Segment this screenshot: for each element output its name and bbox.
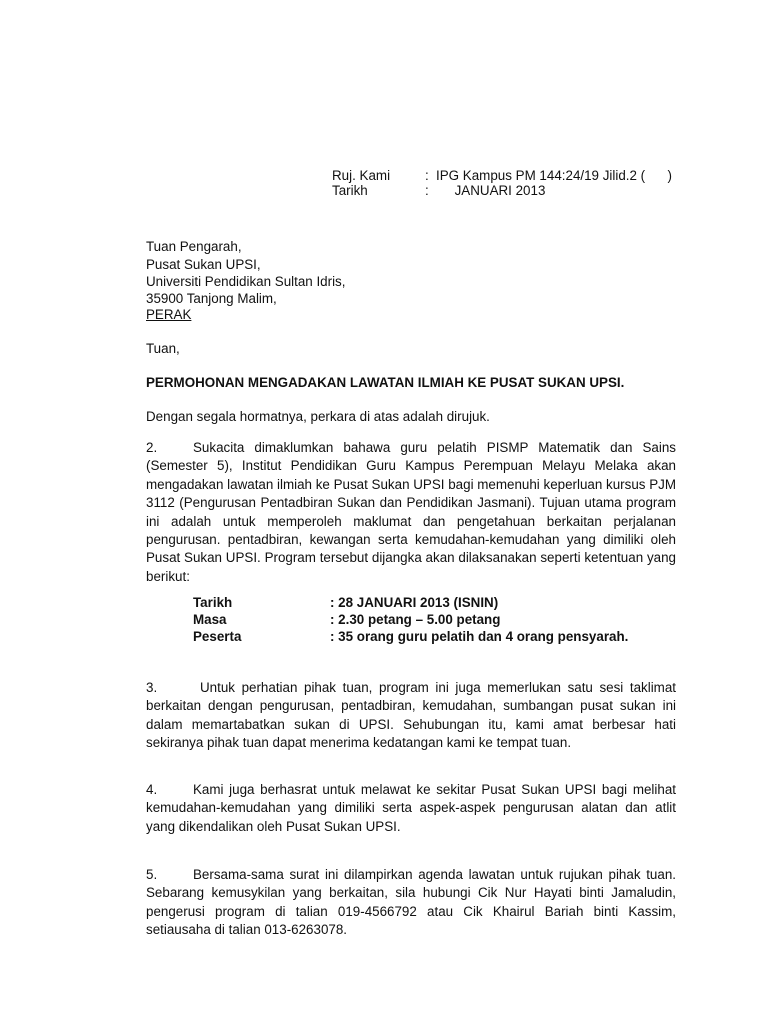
- details-label-date: Tarikh: [193, 595, 233, 610]
- salutation: Tuan,: [146, 341, 180, 356]
- details-label-participants: Peserta: [193, 629, 242, 644]
- recipient-line: Pusat Sukan UPSI,: [146, 257, 261, 272]
- reference-colon: :: [425, 168, 429, 183]
- paragraph-number: 2.: [146, 440, 158, 455]
- subject-heading: PERMOHONAN MENGADAKAN LAWATAN ILMIAH KE PUSAT SUKAN UPSI.: [146, 375, 625, 390]
- paragraph-number: 4.: [146, 782, 158, 797]
- paragraph-5: [146, 866, 676, 940]
- date-value: JANUARI 2013: [436, 183, 546, 198]
- recipient-line: Universiti Pendidikan Sultan Idris,: [146, 274, 346, 289]
- details-value-time: : 2.30 petang – 5.00 petang: [330, 612, 501, 627]
- paragraph-text: Untuk perhatian pihak tuan, program ini juga memerlukan satu sesi taklimat berkaitan dengan pengurusan, pentadbiran, kemudahan, sumbangan pusat sukan ini dalam memartabatkan sukan di UPSI. Sehubungan itu, kami amat berbesar hati sekiranya pihak tuan dapat menerima kedatangan kami ke tempat tuan.: [146, 680, 676, 751]
- paragraph-text: Bersama-sama surat ini dilampirkan agenda lawatan untuk rujukan pihak tuan. Sebarang kemusykilan yang berkaitan, sila hubungi Cik Nur Hayati binti Jamaludin, pengerusi program di talian 019-4566792 atau Cik Khairul Bariah binti Kassim, setiausaha di talian 013-6263078.: [146, 867, 676, 938]
- details-label-time: Masa: [193, 612, 227, 627]
- paragraph-text: Kami juga berhasrat untuk melawat ke sekitar Pusat Sukan UPSI bagi melihat kemudahan-kemudahan yang dimiliki serta aspek-aspek pengurusan alatan dan atlit yang dikendalikan oleh Pusat Sukan UPSI.: [146, 782, 676, 834]
- date-colon: :: [425, 183, 429, 198]
- paragraph-text: Sukacita dimaklumkan bahawa guru pelatih PISMP Matematik dan Sains (Semester 5), Institut Pendidikan Guru Kampus Perempuan Melayu Melaka akan mengadakan lawatan ilmiah ke Pusat Sukan UPSI bagi memenuhi keperluan kursus PJM 3112 (Pengurusan Pentadbiran Sukan dan Pendidikan Jasmani). Tujuan utama program ini adalah untuk memperoleh maklumat dan pengetahuan berkaitan perjalanan pengurusan. pentadbiran, kewangan serta kemudahan-kemudahan yang dimiliki oleh Pusat Sukan UPSI. Program tersebut dijangka akan dilaksanakan seperti ketentuan yang berikut:: [146, 440, 676, 584]
- paragraph-number: 5.: [146, 867, 158, 882]
- paragraph-4: [146, 781, 676, 836]
- paragraph-number: 3.: [146, 680, 158, 695]
- paragraph-2: [146, 439, 676, 586]
- opening-line: Dengan segala hormatnya, perkara di atas adalah dirujuk.: [146, 409, 490, 424]
- recipient-line: Tuan Pengarah,: [146, 239, 242, 254]
- details-value-participants: : 35 orang guru pelatih dan 4 orang pensyarah.: [330, 629, 629, 644]
- date-label: Tarikh: [332, 183, 368, 198]
- details-value-date: : 28 JANUARI 2013 (ISNIN): [330, 595, 499, 610]
- reference-label: Ruj. Kami: [332, 168, 391, 183]
- reference-value: IPG Kampus PM 144:24/19 Jilid.2 ( ): [436, 168, 672, 183]
- paragraph-3: [146, 679, 676, 753]
- recipient-state: PERAK: [146, 307, 192, 322]
- recipient-line: 35900 Tanjong Malim,: [146, 291, 277, 306]
